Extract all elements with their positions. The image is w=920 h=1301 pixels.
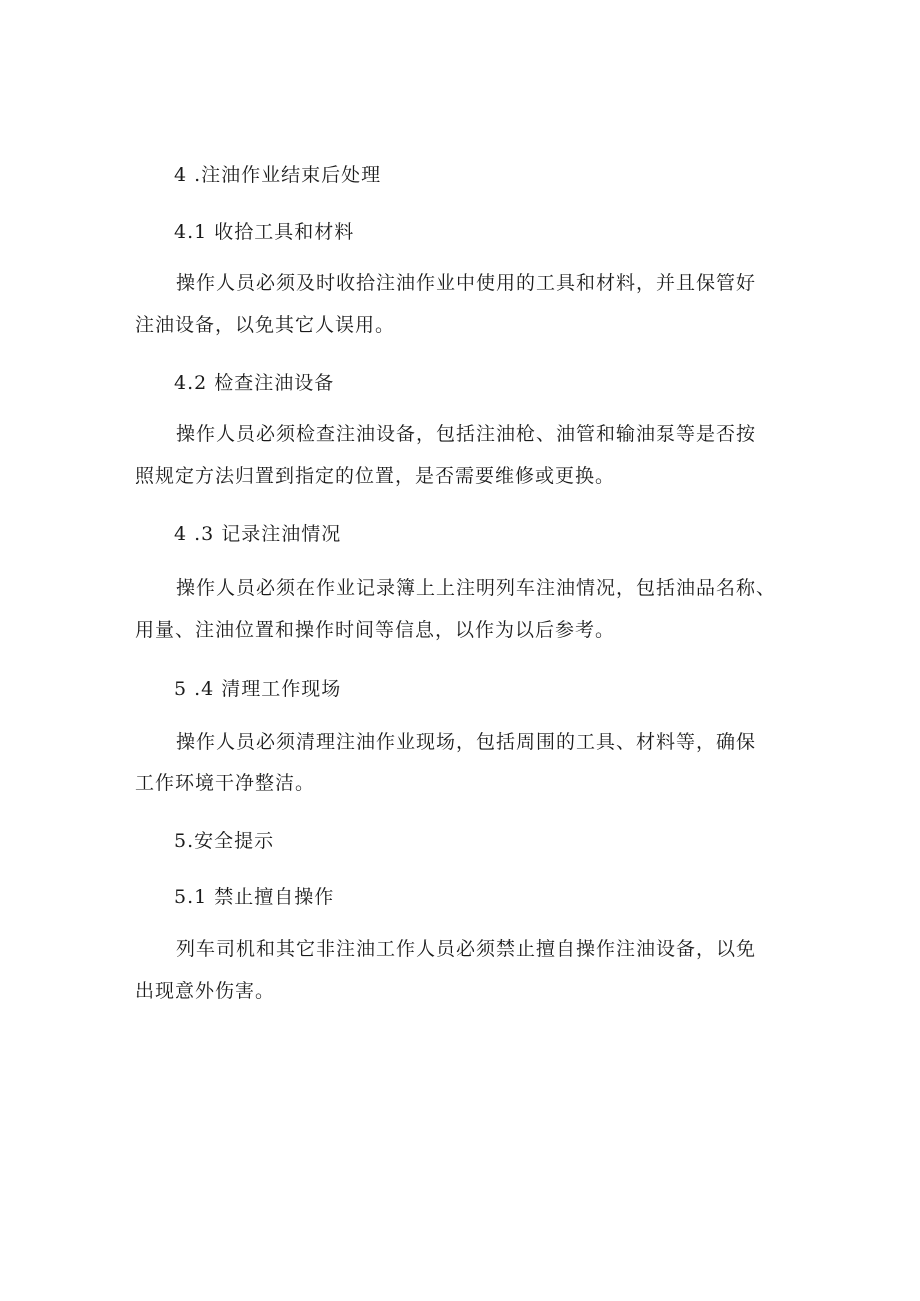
paragraph-line: 列车司机和其它非注油工作人员必须禁止擅自操作注油设备，以免 — [176, 938, 757, 960]
subsection-heading-5-1: 5.1 禁止擅自操作 — [174, 886, 335, 908]
paragraph-line: 照规定方法归置到指定的位置，是否需要维修或更换。 — [135, 465, 616, 487]
paragraph-line: 出现意外伤害。 — [135, 980, 276, 1002]
subsection-heading-5-4: 5 .4 清理工作现场 — [174, 678, 342, 700]
paragraph-line: 操作人员必须清理注油作业现场，包括周围的工具、材料等，确保 — [176, 731, 757, 753]
paragraph-line: 注油设备，以免其它人误用。 — [135, 314, 396, 336]
subsection-heading-4-3: 4 .3 记录注油情况 — [174, 523, 342, 545]
paragraph-line: 用量、注油位置和操作时间等信息，以作为以后参考。 — [135, 619, 616, 641]
section-heading-4: 4 .注油作业结束后处理 — [174, 164, 382, 186]
section-heading-5: 5.安全提示 — [174, 830, 275, 852]
paragraph-line: 操作人员必须及时收拾注油作业中使用的工具和材料，并且保管好 — [176, 272, 757, 294]
paragraph-line: 操作人员必须检查注油设备，包括注油枪、油管和输油泵等是否按 — [176, 423, 757, 445]
subsection-heading-4-1: 4.1 收拾工具和材料 — [174, 221, 355, 243]
paragraph-line: 工作环境干净整洁。 — [135, 772, 316, 794]
paragraph-line: 操作人员必须在作业记录簿上上注明列车注油情况，包括油品名称、 — [176, 577, 777, 599]
subsection-heading-4-2: 4.2 检查注油设备 — [174, 372, 335, 394]
